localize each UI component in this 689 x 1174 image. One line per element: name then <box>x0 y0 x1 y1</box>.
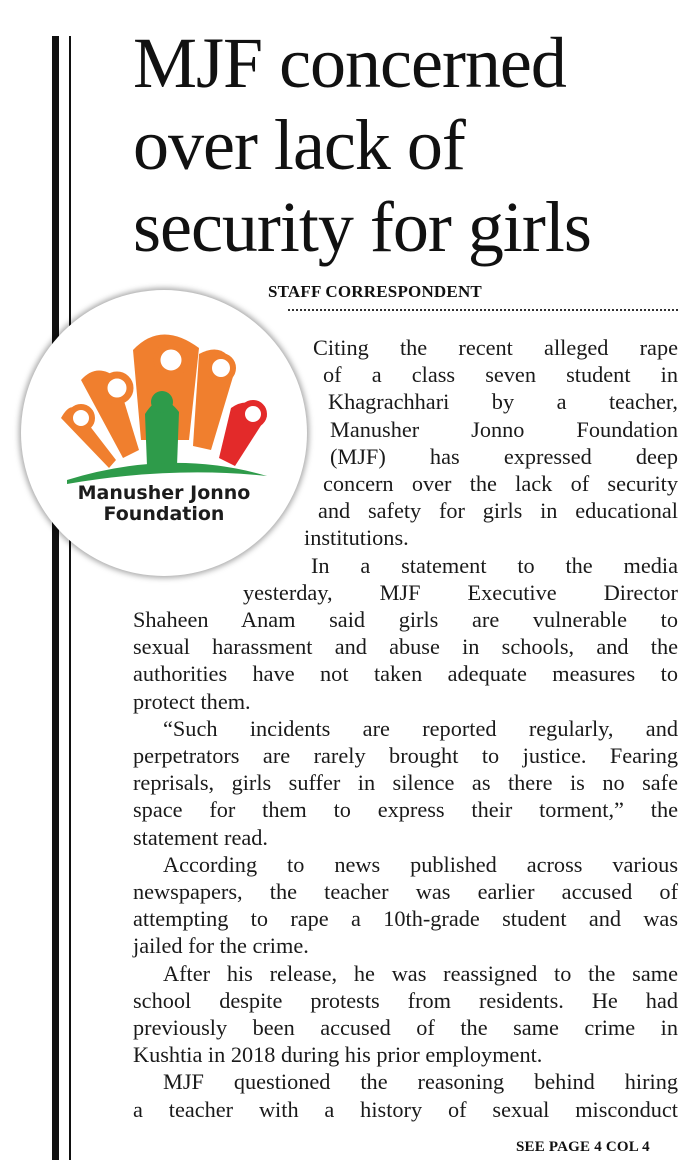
article-line: “Such incidents are reported regularly, and <box>163 715 678 741</box>
figure-red-head <box>242 403 264 425</box>
ground-swoosh <box>67 463 267 484</box>
article-line: Citing the recent alleged rape <box>313 335 678 360</box>
article-line: perpetrators are rarely brought to justice. Fearing <box>133 743 678 768</box>
article-line: and safety for girls in educational <box>318 498 678 524</box>
article-line: protect them. <box>133 688 251 714</box>
article-line: previously been accused of the same crime in <box>133 1015 678 1040</box>
article-line: newspapers, the teacher was earlier accused of <box>133 879 678 904</box>
headline-line: over lack of <box>133 105 465 185</box>
byline-dotted-rule <box>288 309 678 311</box>
article-line: Manusher Jonno Foundation <box>330 416 678 442</box>
article-line: Kushtia in 2018 during his prior employment. <box>133 1042 543 1068</box>
article-line: yesterday, MJF Executive Director <box>243 579 678 605</box>
figure-left-head <box>70 407 92 429</box>
column-rule-thick <box>52 36 59 1160</box>
article-line: attempting to rape a 10th-grade student and was <box>133 906 678 932</box>
continuation-note: SEE PAGE 4 COL 4 <box>516 1139 650 1155</box>
article-line: In a statement to the media <box>311 552 678 578</box>
byline: STAFF CORRESPONDENT <box>268 282 482 301</box>
mjf-people-emblem-icon <box>21 290 307 576</box>
article-line: statement read. <box>133 824 268 850</box>
article-line: MJF questioned the reasoning behind hiring <box>163 1069 678 1095</box>
article-line: space for them to express their torment,” the <box>133 797 678 823</box>
article-line: Shaheen Anam said girls are vulnerable to <box>133 607 678 632</box>
figure-orange-1-head <box>104 375 130 401</box>
article-line: reprisals, girls suffer in silence as there is no safe <box>133 770 678 796</box>
column-rule-thin <box>69 36 71 1160</box>
article-line: According to news published across various <box>163 851 678 877</box>
headline <box>133 22 683 268</box>
article-line: jailed for the crime. <box>133 933 309 959</box>
figure-green-head <box>151 391 173 413</box>
article-line: (MJF) has expressed deep <box>330 443 678 469</box>
mjf-logo <box>21 290 307 576</box>
article-line: institutions. <box>304 525 409 551</box>
article-line: sexual harassment and abuse in schools, and the <box>133 634 678 660</box>
logo-text-line1: Manusher Jonno <box>77 482 251 504</box>
article-line: Khagrachhari by a teacher, <box>328 389 678 415</box>
article-line: concern over the lack of security <box>323 471 678 496</box>
article-line: a teacher with a history of sexual misconduct <box>133 1096 678 1122</box>
figure-orange-center-head <box>157 346 185 374</box>
article-line: authorities have not taken adequate measures to <box>133 661 678 687</box>
headline-line: MJF concerned <box>133 23 566 103</box>
logo-text-line2: Foundation <box>103 503 225 525</box>
article-line: After his release, he was reassigned to the same <box>163 960 678 986</box>
figure-orange-right-head <box>209 356 233 380</box>
article-line: school despite protests from residents. He had <box>133 987 678 1013</box>
article-line: of a class seven student in <box>323 362 678 388</box>
headline-line: security for girls <box>133 187 591 267</box>
